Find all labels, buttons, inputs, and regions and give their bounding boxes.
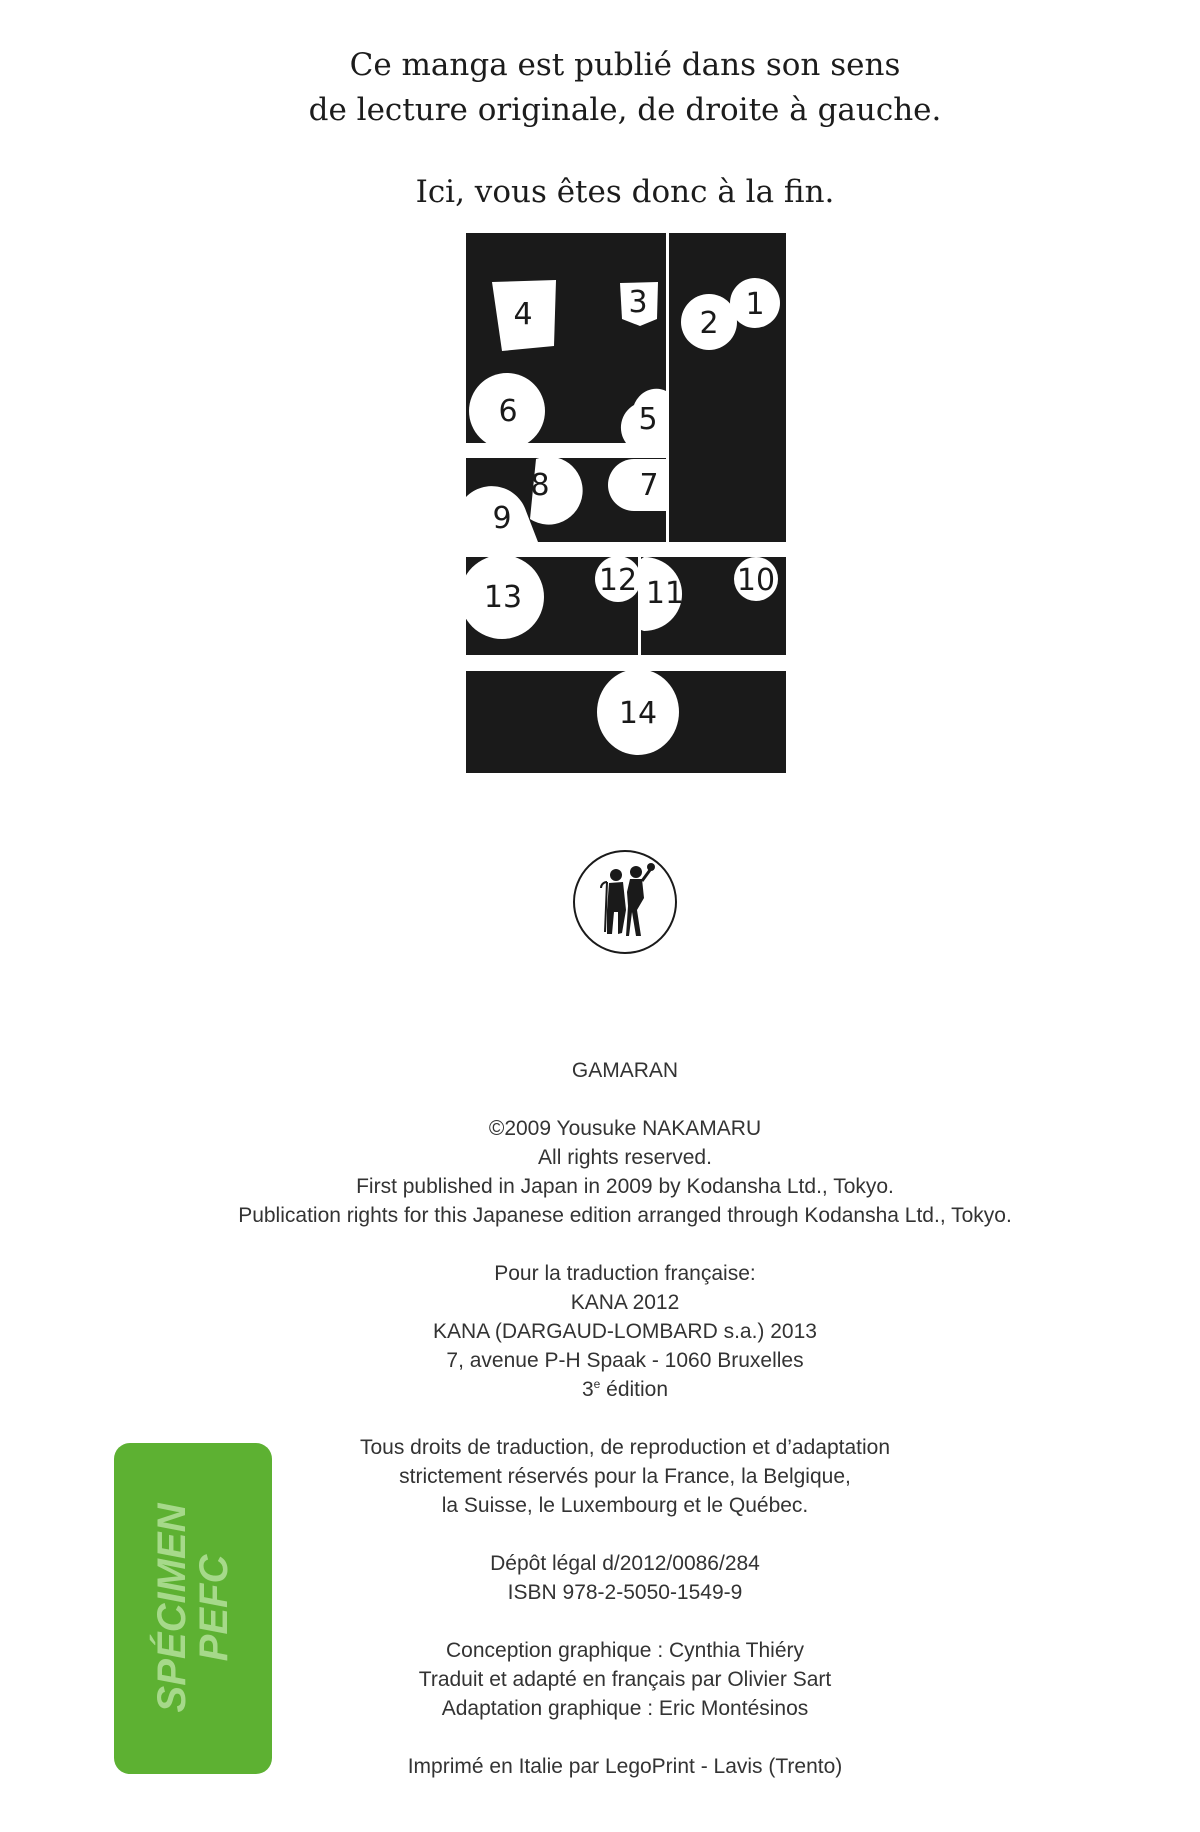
publisher-logo <box>571 848 679 956</box>
panel-number: 9 <box>492 501 512 536</box>
panel-number: 13 <box>483 580 523 615</box>
specimen-text <box>151 1504 235 1713</box>
intro-line1: Ce manga est publié dans son sens <box>349 47 901 83</box>
panel-number: 5 <box>638 402 658 437</box>
french-line: KANA (DARGAUD-LOMBARD s.a.) 2013 <box>433 1320 817 1343</box>
panel-number: 12 <box>598 563 638 598</box>
panel-number: 6 <box>498 394 518 429</box>
french-line: KANA 2012 <box>570 1291 680 1314</box>
isbn: ISBN 978-2-5050-1549-9 <box>507 1581 743 1604</box>
french-line: Pour la traduction française: <box>494 1262 756 1285</box>
reading-order-diagram <box>466 233 786 773</box>
copyright-line: First published in Japan in 2009 by Kodansha Ltd., Tokyo. <box>356 1175 894 1198</box>
design-line: Conception graphique : Cynthia Thiéry <box>446 1639 804 1662</box>
panel-number: 10 <box>736 563 776 598</box>
design-line: Traduit et adapté en français par Olivier Sart <box>418 1668 832 1691</box>
copyright-block <box>0 1114 1200 1230</box>
design-line: Adaptation graphique : Eric Montésinos <box>441 1697 809 1720</box>
edition-word: édition <box>600 1378 669 1401</box>
printer-line: Imprimé en Italie par LegoPrint - Lavis (Trento) <box>407 1755 843 1778</box>
rights-line: Tous droits de traduction, de reproduction et d’adaptation <box>359 1436 890 1459</box>
panel-number: 1 <box>745 287 765 322</box>
french-line: 7, avenue P-H Spaak - 1060 Bruxelles <box>446 1349 804 1372</box>
title-block <box>0 1056 1200 1085</box>
specimen-badge <box>114 1443 272 1774</box>
legal-deposit: Dépôt légal d/2012/0086/284 <box>490 1552 760 1575</box>
panel-number: 8 <box>530 468 550 503</box>
edition-number: 3 <box>581 1378 594 1401</box>
book-title: GAMARAN <box>571 1059 679 1082</box>
copyright-line: ©2009 Yousuke NAKAMARU <box>488 1117 762 1140</box>
edition-superscript: e <box>593 1377 601 1391</box>
panel-number: 11 <box>645 576 685 611</box>
copyright-line: Publication rights for this Japanese edition arranged through Kodansha Ltd., Tokyo. <box>238 1204 1012 1227</box>
intro-line2: de lecture originale, de droite à gauche. <box>308 92 942 128</box>
panel-number: 14 <box>618 696 658 731</box>
intro-line3: Ici, vous êtes donc à la fin. <box>415 174 835 210</box>
french-edition-block <box>0 1259 1200 1404</box>
specimen-line: PEFC <box>192 1554 236 1662</box>
panel-number: 3 <box>628 285 648 320</box>
panel-number: 7 <box>639 468 659 503</box>
panel-number: 4 <box>513 297 533 332</box>
rights-line: la Suisse, le Luxembourg et le Québec. <box>441 1494 809 1517</box>
specimen-line: SPÉCIMEN <box>150 1503 194 1713</box>
copyright-line: All rights reserved. <box>538 1146 712 1169</box>
panel-number: 2 <box>699 306 719 341</box>
edition-line <box>0 1375 1200 1404</box>
rights-line: strictement réservés pour la France, la Belgique, <box>399 1465 851 1488</box>
panel <box>669 233 786 542</box>
